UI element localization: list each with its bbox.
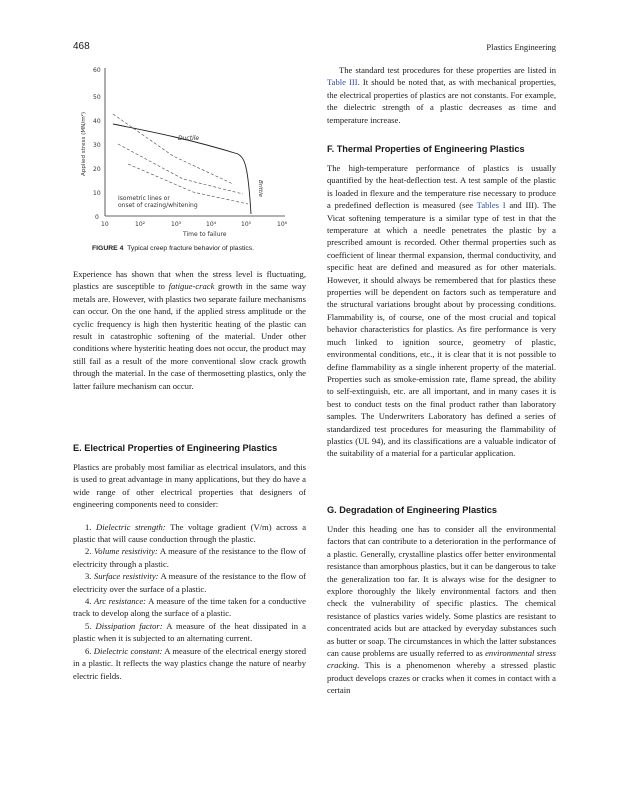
- paragraph: The high-temperature performance of plastics is usually quantified by the heat-deflection test. A test sample of the plastic is loaded in flexure and the temperature rise necessary to produce a predefined deflection is measured (see Tables I and III). The Vicat softening temperature is a similar type of test in that the temperature at which a needle penetrates the plastic by a prescribed amount is recorded. Other thermal properties such as coefficient of linear thermal expansion, thermal conductivity, and specific heat are defined and measured as for other materials. However, it should always be remembered that for plastics these properties will be dependent on factors such as temperature and the structural variations brought about by processing conditions. Flammability is, of course, one of the most crucial and topical behavior characteristics for plastics. As fire performance is very much linked to ignition source, geometry of plastic, environmental conditions, etc., it is clear that it is not possible to define flammability as a single inherent property of the material. Properties such as smoke-emission rate, flame spread, the ability to self-extinguish, etc. are all important, and in many cases it is best to conduct tests on the final product rather than laboratory samples. The Underwriters Laboratory has defined a series of standardized test procedures for measuring the flammability of plastics (UL 94), and its classifications are a valuable indicator of the suitability of a material for a particular application.: [327, 163, 556, 459]
- annotation-line-2: onset of crazing/whitening: [118, 202, 198, 209]
- right-column-section-f: [327, 162, 556, 460]
- x-tick-label: 10⁴: [206, 221, 217, 228]
- caption-text: Typical creep fracture behavior of plastics.: [127, 245, 255, 252]
- curve-label-ductile: Ductile: [178, 135, 200, 142]
- heading-electrical-properties: E. Electrical Properties of Engineering Plastics: [73, 443, 278, 453]
- list-item: 2. Volume resistivity: A measure of the resistance to the flow of electricity through a plastic.: [73, 546, 306, 569]
- y-tick-label: 20: [93, 166, 101, 173]
- section-g-heading-wrap: [327, 504, 556, 516]
- x-tick-label: 10: [101, 221, 109, 228]
- y-tick-label: 50: [93, 94, 101, 101]
- curve-label-brittle: Brittle: [257, 180, 263, 198]
- paragraph: Plastics are probably most familiar as electrical insulators, and this is used to great advantage in many applications, but they do have a wide range of other electrical properties that designers of engineering components need to consider:: [73, 462, 306, 510]
- x-tick-label: 10⁶: [277, 221, 288, 228]
- creep-fracture-figure: [73, 64, 306, 264]
- left-column-section-e: [73, 461, 306, 682]
- list-item: 1. Dielectric strength: The voltage gradient (V/m) across a plastic that will cause conduction through the plastic.: [73, 521, 307, 545]
- table-iii-link[interactable]: Table III: [327, 77, 358, 88]
- y-tick-label: 0: [95, 214, 99, 221]
- heading-thermal-properties: F. Thermal Properties of Engineering Plastics: [327, 144, 525, 154]
- paragraph: The standard test procedures for these properties are listed in Table III. It should be noted that, as with mechanical properties, the electrical properties of plastics are not constants. For example, the dielectric strength of a plastic decreases as time and temperature increase.: [327, 65, 557, 125]
- caption-label: FIGURE 4: [92, 245, 124, 252]
- list-item: 5. Dissipation factor: A measure of the heat dissipated in a plastic when it is subjected to an alternating current.: [73, 620, 306, 644]
- list-item: 3. Surface resistivity: A measure of the resistance to the flow of electricity over the surface of a plastic.: [73, 571, 306, 594]
- page-number: 468: [73, 41, 90, 52]
- running-title: Plastics Engineering: [486, 42, 556, 52]
- heading-degradation: G. Degradation of Engineering Plastics: [327, 505, 498, 515]
- annotation-line-1: Isometric lines or: [118, 195, 170, 202]
- right-column-section-g: [327, 523, 556, 697]
- figure-caption: [92, 245, 254, 252]
- section-e-heading-wrap: [73, 442, 306, 454]
- list-item: 4. Arc resistance: A measure of the time taken for a conductive track to develop along the surface of a plastic.: [73, 596, 306, 619]
- x-axis-label: Time to failure: [183, 231, 227, 238]
- y-tick-label: 10: [93, 190, 101, 197]
- x-tick-label: 10²: [135, 221, 146, 228]
- paragraph: Experience has shown that when the stress level is fluctuating, plastics are susceptible to fatigue-crack growth in the same way metals are. However, with plastics two separate failure mechanisms can occur. On the one hand, if the applied stress amplitude or the cyclic frequency is high then hysteritic heating of the plastic can result in catastrophic softening of the material. Under other conditions where hysteritic heating does not occur, the product may still fail as a result of the more conventional slow crack growth through the material. In the case of thermosetting plastics, only the latter failure mechanism can occur.: [73, 269, 306, 391]
- y-ticks: [93, 67, 101, 221]
- x-tick-label: 10⁵: [241, 221, 252, 228]
- section-f-heading-wrap: [327, 143, 556, 155]
- tables-i-link[interactable]: Tables I: [476, 200, 506, 211]
- y-axis-label: Applied stress (MN/m²): [81, 111, 87, 176]
- y-tick-label: 60: [93, 67, 101, 74]
- x-ticks: [101, 221, 288, 228]
- y-tick-label: 30: [93, 142, 101, 149]
- right-column-intro: [327, 64, 556, 126]
- y-tick-label: 40: [93, 118, 101, 125]
- x-tick-label: 10³: [171, 221, 182, 228]
- list-item: 6. Dielectric constant: A measure of the electrical energy stored in a plastic. It reflects the way plastics change the nature of nearby electric fields.: [73, 645, 306, 681]
- left-column: [73, 268, 306, 392]
- paragraph: Under this heading one has to consider all the environmental factors that can contribute to a deterioration in the performance of a plastic. Generally, crystalline plastics offer better environmental resistance than amorphous plastics, but it can be dangerous to take the generalization too far. It is always wise for the designer to explore thoroughly the likely environmental factors and then check the vulnerability of specific plastics. The chemical resistance of plastics varies widely. Some plastics are resistant to concentrated acids but are attacked by everyday substances such as butter or soap. The circumstances in which the latter substances can cause problems are usually referred to as environmental stress cracking. This is a phenomenon whereby a stressed plastic product develops crazes or cracks when it comes in contact with a certain: [327, 524, 557, 696]
